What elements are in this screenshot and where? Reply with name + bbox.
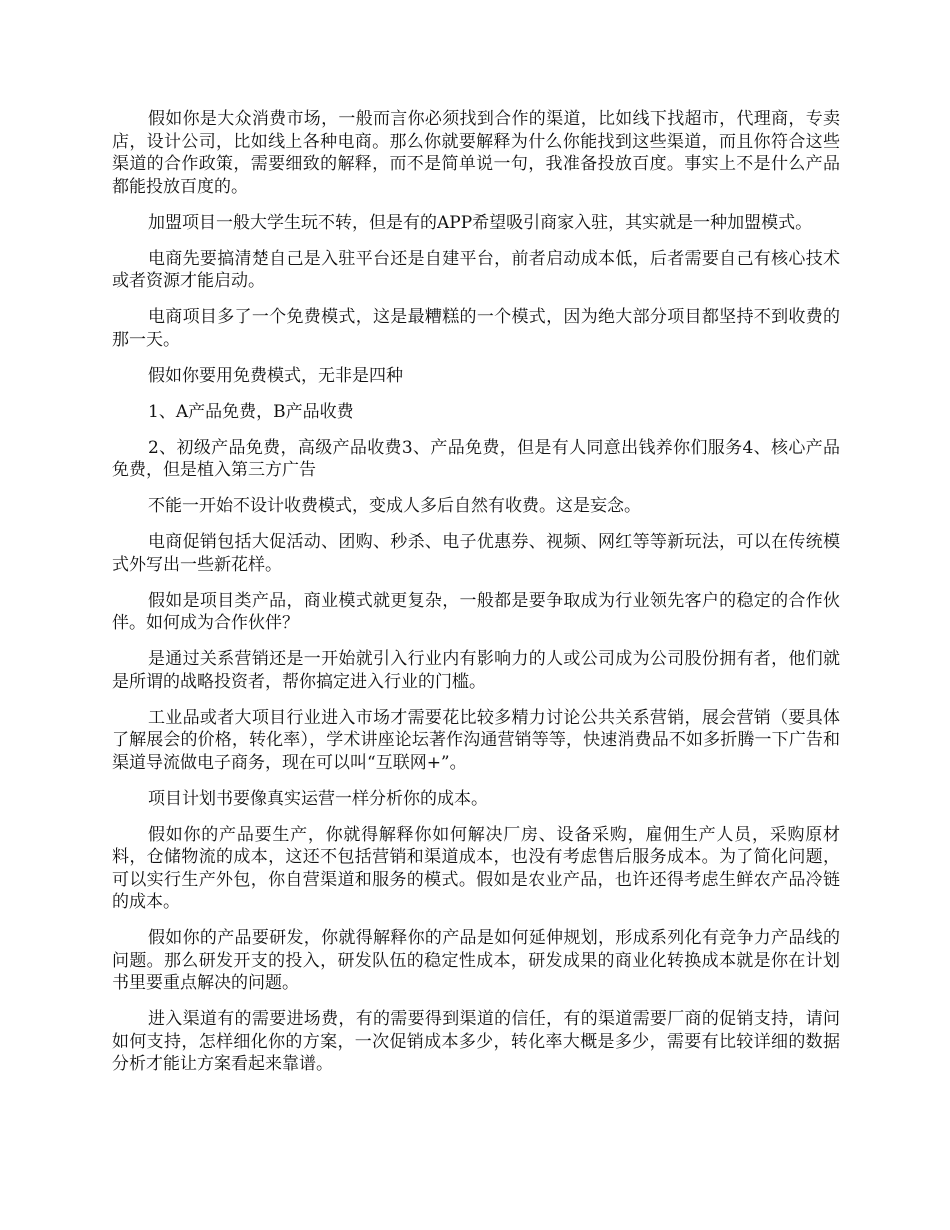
paragraph-16: 进入渠道有的需要进场费，有的需要得到渠道的信任，有的渠道需要厂商的促销支持，请问如何支持，怎样细化你的方案，一次促销成本多少，转化率大概是多少，需要有比较详细的数据分析才能让方案看起来靠谱。 [112,1009,840,1074]
paragraph-10: 假如是项目类产品，商业模式就更复杂，一般都是要争取成为行业领先客户的稳定的合作伙伴。如何成为合作伙伴？ [112,590,840,633]
document-body [112,108,840,1089]
paragraph-12: 工业品或者大项目行业进入市场才需要花比较多精力讨论公共关系营销，展会营销（要具体了解展会的价格，转化率），学术讲座论坛著作沟通营销等等，快速消费品不如多折腾一下广告和渠道导流做电子商务，现在可以叫“互联网+”。 [112,707,840,773]
paragraph-3: 电商先要搞清楚自己是入驻平台还是自建平台，前者启动成本低，后者需要自己有核心技术或者资源才能启动。 [112,248,840,291]
paragraph-8: 不能一开始不设计收费模式，变成人多后自然有收费。这是妄念。 [148,496,641,516]
paragraph-14: 假如你的产品要生产，你就得解释你如何解决厂房、设备采购，雇佣生产人员，采购原材料，仓储物流的成本，这还不包括营销和渠道成本，也没有考虑售后服务成本。为了简化问题，可以实行生产外包，你自营渠道和服务的模式。假如是农业产品，也许还得考虑生鲜农产品冷链的成本。 [112,824,840,912]
paragraph-9: 电商促销包括大促活动、团购、秒杀、电子优惠券、视频、网红等等新玩法，可以在传统模式外写出一些新花样。 [112,532,840,575]
paragraph-2: 加盟项目一般大学生玩不转，但是有的APP希望吸引商家入驻，其实就是一种加盟模式。 [148,212,813,233]
paragraph-4: 电商项目多了一个免费模式，这是最糟糕的一个模式，因为绝大部分项目都坚持不到收费的那一天。 [112,307,840,350]
paragraph-15: 假如你的产品要研发，你就得解释你的产品是如何延伸规划，形成系列化有竞争力产品线的问题。那么研发开支的投入，研发队伍的稳定性成本，研发成果的商业化转换成本就是你在计划书里要重点解决的问题。 [112,928,840,993]
paragraph-13: 项目计划书要像真实运营一样分析你的成本。 [148,788,488,809]
paragraph-5: 假如你要用免费模式，无非是四种 [148,365,403,386]
paragraph-6: 1、A产品免费，B产品收费 [148,401,354,422]
paragraph-7: 2、初级产品免费，高级产品收费3、产品免费，但是有人同意出钱养你们服务4、核心产品免费，但是植入第三方广告 [112,437,840,480]
paragraph-11: 是通过关系营销还是一开始就引入行业内有影响力的人或公司成为公司股份拥有者，他们就是所谓的战略投资者，帮你搞定进入行业的门槛。 [112,649,840,692]
paragraph-1: 假如你是大众消费市场，一般而言你必须找到合作的渠道，比如线下找超市，代理商，专卖店，设计公司，比如线上各种电商。那么你就要解释为什么你能找到这些渠道，而且你符合这些渠道的合作政策，需要细致的解释，而不是简单说一句，我准备投放百度。事实上不是什么产品都能投放百度的。 [112,109,840,197]
